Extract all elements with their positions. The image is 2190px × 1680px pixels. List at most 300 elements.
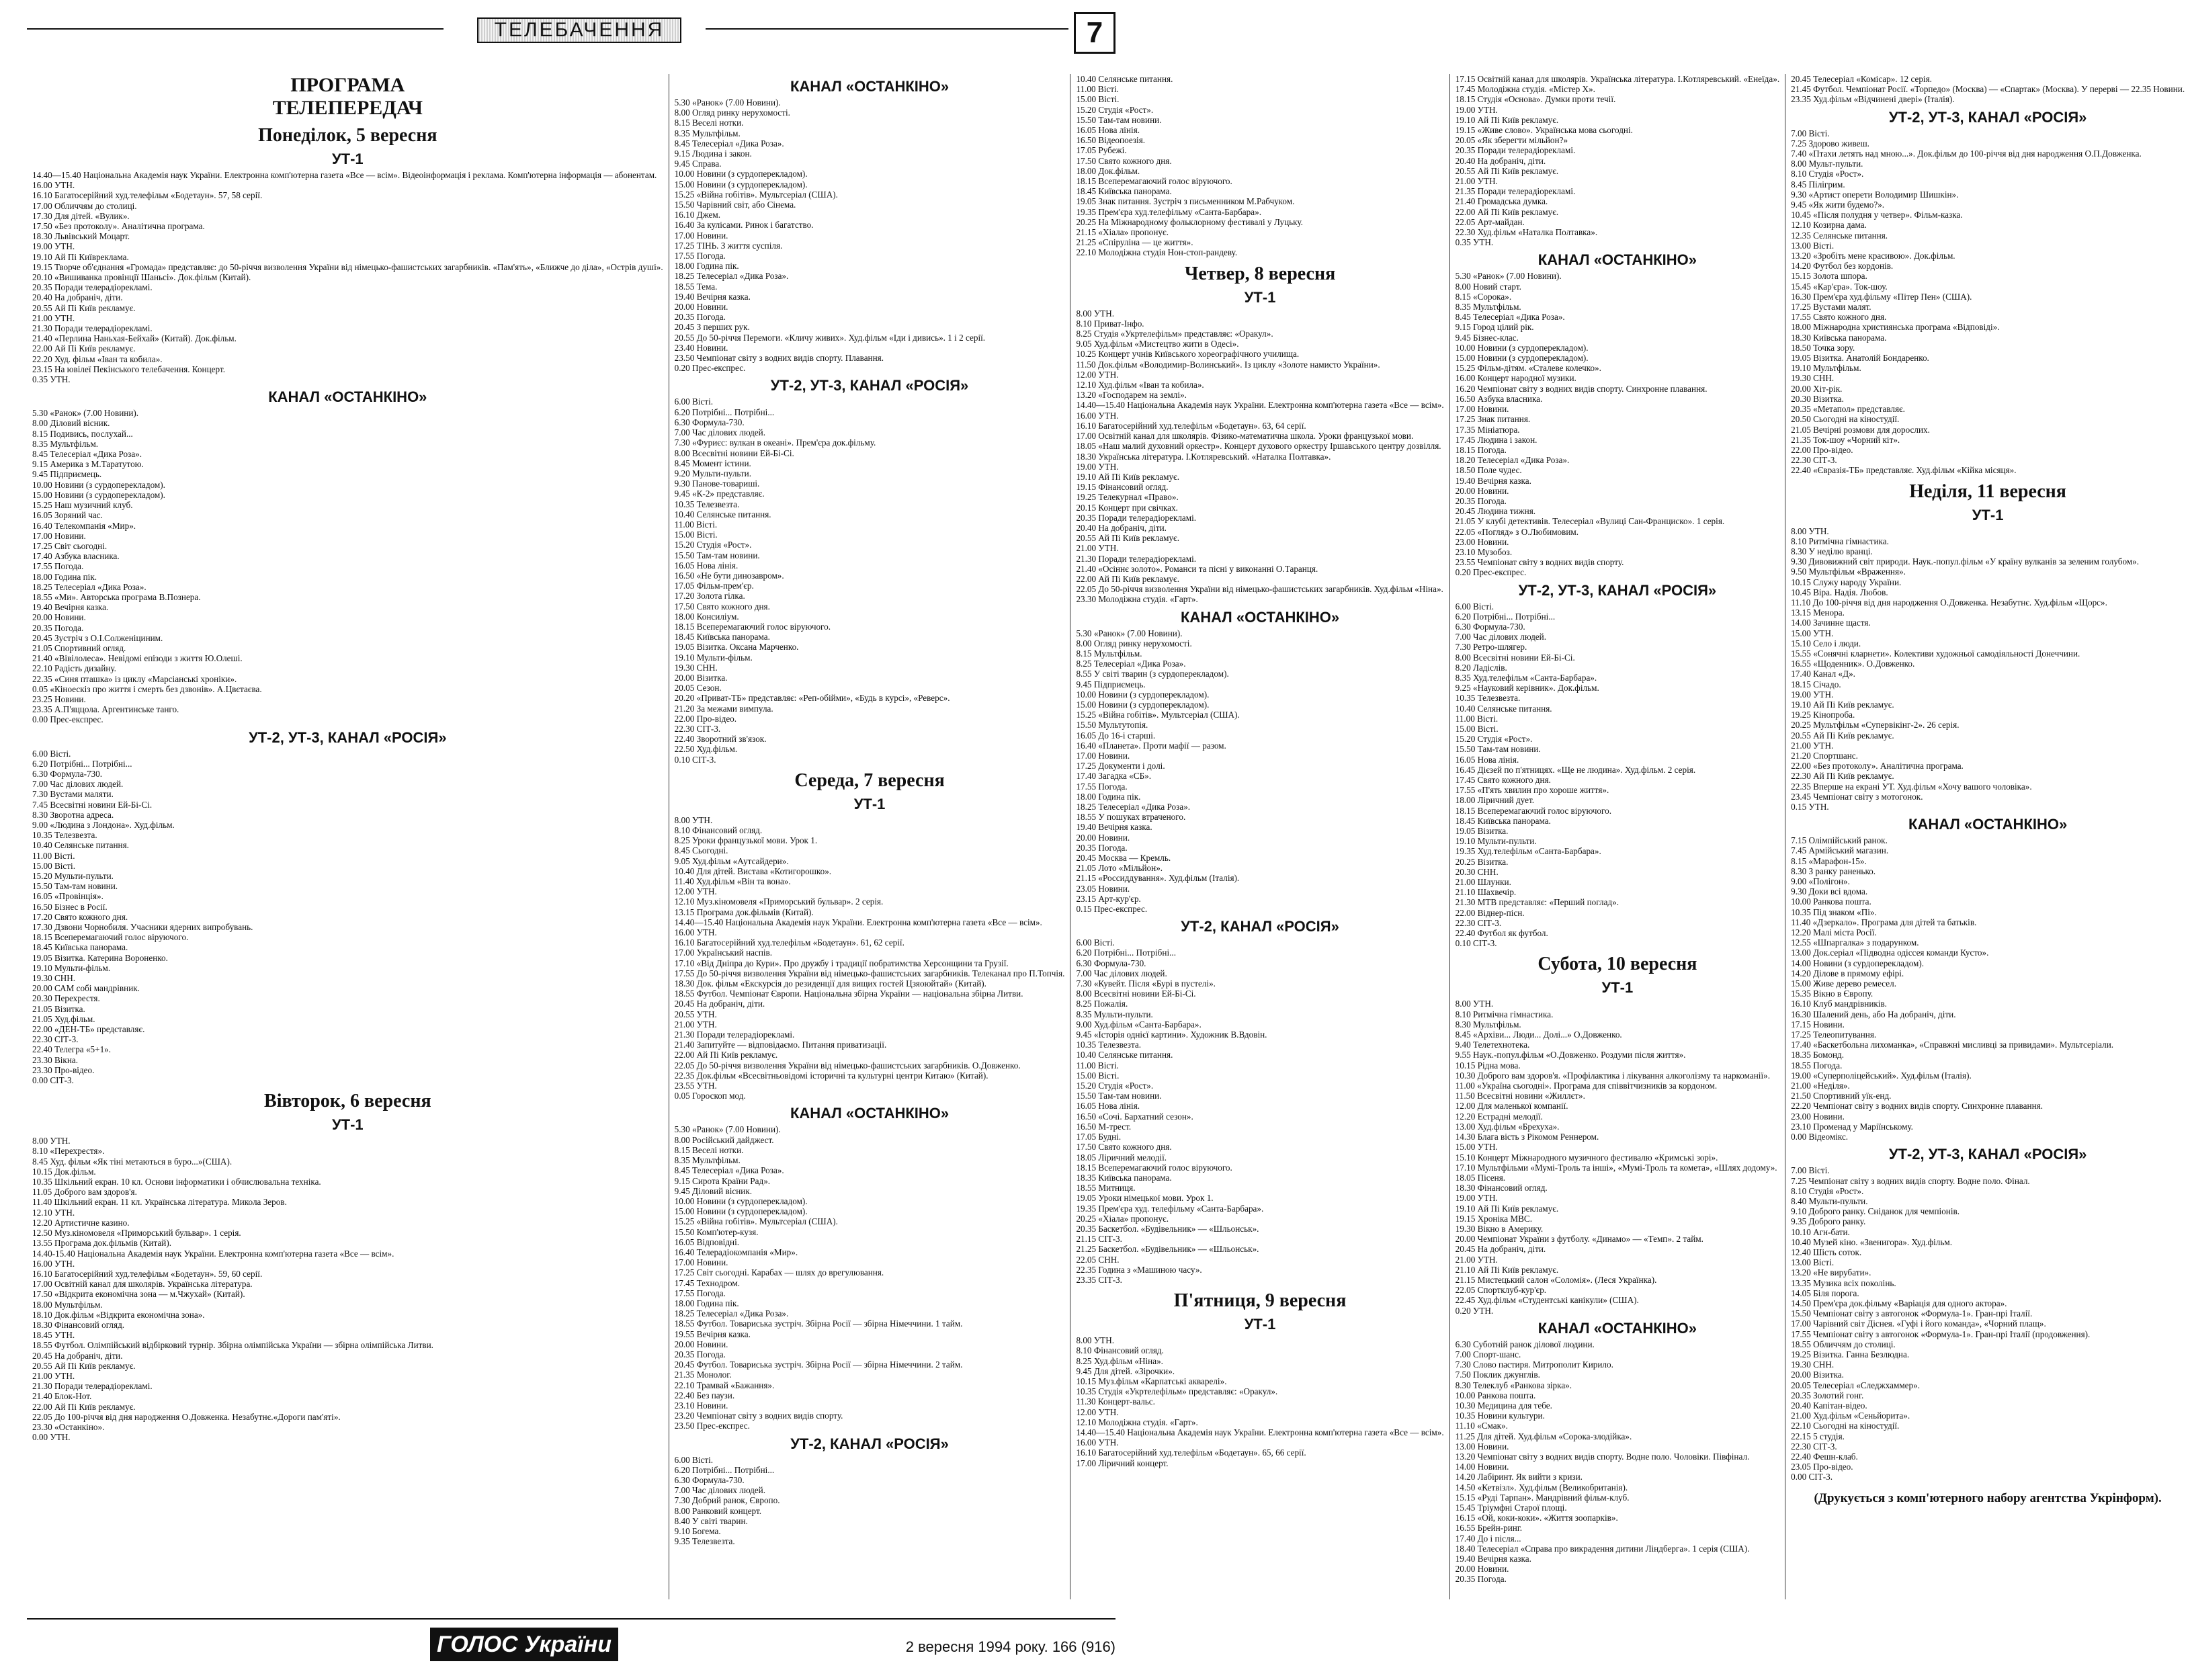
program-entry: 19.35 Худ.телефільм «Санта-Барбара». — [1455, 846, 1601, 857]
program-entry: 13.20 Чемпіонат світу з водних видів спорту. Водне поло. Чоловіки. Півфінал. — [1455, 1451, 1750, 1462]
program-entry: 10.35 Телезвезта. — [674, 499, 740, 509]
program-entry: 18.00 Ліричний дует. — [1455, 795, 1535, 806]
program-entry: 21.05 Спортивний огляд. — [32, 642, 126, 653]
program-entry: 22.30 СІТ-3. — [1791, 1441, 1837, 1452]
program-entry: 16.05 До 16-і старші. — [1076, 730, 1156, 741]
program-entry: 22.10 Радість дизайну. — [32, 663, 116, 674]
footer-rule — [27, 1618, 1115, 1620]
program-entry: 8.15 Подивись, послухай... — [32, 428, 133, 439]
program-entry: 7.30 Добрий ранок, Європо. — [674, 1495, 780, 1506]
program-entry: 6.20 Потрібні... Потрібні... — [1076, 948, 1177, 958]
program-entry: 10.30 Доброго вам здоров'я. «Профілактика і лікування алкоголізму та наркоманії». — [1455, 1070, 1771, 1081]
day-heading: Понеділок, 5 вересня — [258, 125, 437, 146]
program-entry: 16.15 «Ой, коки-коки». «Життя зоопарків». — [1455, 1513, 1618, 1523]
day-heading: Четвер, 8 вересня — [1184, 263, 1336, 284]
program-entry: 9.45 Діловий вісник. — [674, 1185, 753, 1196]
program-entry: 21.10 Ай Пі Київ рекламує. — [1455, 1264, 1559, 1275]
program-entry: 19.05 Візитка. Оксана Марченко. — [674, 642, 799, 653]
program-entry: 13.00 Худ.фільм «Брехуха». — [1455, 1121, 1560, 1132]
program-entry: 20.30 Перехрестя. — [32, 993, 100, 1004]
program-entry: 16.00 УТН. — [32, 1258, 75, 1269]
program-entry: 20.00 Новини. — [1455, 1564, 1509, 1574]
program-entry: 16.05 Нова лінія. — [674, 560, 739, 571]
program-entry: 8.20 Ладіслів. — [1455, 662, 1507, 673]
program-entry: 20.35 Погода. — [674, 1349, 726, 1359]
program-entry: 18.30 Українська література. І.Котляревський. «Наталка Полтавка». — [1076, 451, 1331, 462]
program-entry: 20.45 На добраніч, діти. — [674, 999, 765, 1009]
program-entry: 22.00 Ай Пі Київ рекламує. — [32, 1401, 136, 1412]
program-entry: 22.00 Віднер-пісн. — [1455, 907, 1525, 918]
program-entry: 19.40 Вечірня казка. — [1076, 822, 1152, 833]
program-entry: 0.00 Прес-експрес. — [32, 714, 103, 725]
program-entry: 10.10 Агн-бати. — [1791, 1226, 1850, 1237]
program-entry: 9.15 Людина і закон. — [674, 149, 752, 159]
program-entry: 19.00 УТН. — [1455, 1193, 1498, 1204]
program-entry: 10.40 Селянське питання. — [1076, 1050, 1173, 1060]
program-entry: 0.35 УТН. — [32, 374, 71, 385]
program-entry: 8.10 Студія «Рост». — [1791, 169, 1864, 179]
program-entry: 15.00 Живе дерево ремесел. — [1791, 978, 1897, 989]
program-entry: 18.00 Година пік. — [32, 571, 97, 582]
program-entry: 9.45 Для дітей. «Зірочки». — [1076, 1366, 1175, 1376]
program-entry: 18.25 Телесеріал «Дика Роза». — [32, 581, 146, 592]
program-entry: 22.35 Вперше на екрані УТ. Худ.фільм «Хочу вашого чоловіка». — [1791, 781, 2032, 792]
program-entry: 15.55 «Сонячні кларнети». Колективи художньої самодіяльності Донеччини. — [1791, 648, 2080, 659]
program-entry: 5.30 «Ранок» (7.00 Новини). — [32, 408, 139, 419]
program-entry: 18.30 Фінансовий огляд. — [32, 1319, 125, 1330]
program-entry: 7.30 «Кувейт. Після «Бурі в пустелі». — [1076, 978, 1216, 989]
program-entry: 18.50 Поле чудес. — [1455, 465, 1522, 476]
program-entry: 12.10 УТН. — [32, 1207, 75, 1218]
program-entry: 18.30 Фінансовий огляд. — [1455, 1183, 1548, 1193]
program-entry: 7.00 Час ділових людей. — [674, 427, 766, 438]
program-entry: 20.45 Зустріч з О.І.Солженіциним. — [32, 632, 163, 643]
program-entry: 13.00 Вісті. — [1791, 1257, 1835, 1268]
program-entry: 23.10 Променад у Маріїнському. — [1791, 1121, 1913, 1132]
program-entry: 6.30 Формула-730. — [674, 417, 745, 427]
program-entry: 23.40 Новини. — [674, 342, 728, 353]
program-entry: 22.40 Без паузи. — [674, 1390, 735, 1400]
program-entry: 9.35 Доброго ранку. — [1791, 1216, 1866, 1227]
program-entry: 22.00 «Без протоколу». Аналітична програма. — [1791, 761, 1964, 771]
program-entry: 20.00 Хіт-рік. — [1791, 383, 1843, 394]
program-entry: 18.30 Док. фільм «Екскурсія до резиденції для вищих гостей Цзяоюйтай» (Китай). — [674, 978, 986, 989]
program-entry: 12.20 Естрадні мелодії. — [1455, 1111, 1543, 1122]
program-entry: 10.40 Селянське питання. — [1076, 74, 1173, 84]
program-entry: 19.00 УТН. — [1455, 104, 1498, 115]
program-entry: 10.00 Новини (з сурдоперекладом). — [674, 169, 808, 179]
program-entry: 10.15 Служу народу України. — [1791, 577, 1902, 587]
program-entry: 18.55 Футбол. Чемпіонат Європи. Національна збірна України — національна збірна Литви. — [674, 989, 1023, 999]
program-entry: 15.00 Новини (з сурдоперекладом). — [1076, 699, 1210, 710]
program-entry: 15.10 Село і люди. — [1791, 638, 1861, 648]
program-entry: 17.20 Золота гілка. — [674, 591, 745, 601]
program-entry: 9.05 Худ.фільм «Мистецтво жити в Одесі». — [1076, 339, 1239, 349]
channel-heading: КАНАЛ «ОСТАНКІНО» — [1908, 816, 2068, 833]
program-entry: 23.00 Новини. — [1791, 1111, 1845, 1122]
program-entry: 10.00 Ранкова пошта. — [1791, 896, 1871, 907]
program-entry: 10.35 Телезвезта. — [1455, 693, 1521, 704]
program-entry: 11.50 Всесвітні новини «Жиллєт». — [1455, 1091, 1585, 1101]
program-entry: 0.15 УТН. — [1791, 802, 1829, 812]
program-entry: 15.50 Комп'ютер-кузя. — [674, 1226, 759, 1237]
program-entry: 0.05 «Кіноескіз про життя і смерть без дзвонів». А.Цвєтаєва. — [32, 683, 262, 694]
program-entry: 22.00 Ай Пі Київ рекламує. — [674, 1050, 778, 1060]
program-entry: 11.10 «Смак». — [1455, 1421, 1508, 1431]
program-entry: 8.35 Худ.телефільм «Санта-Барбара». — [1455, 672, 1597, 683]
program-entry: 0.20 Прес-експрес. — [674, 363, 746, 374]
program-entry: 21.05 Вечірні розмови для дорослих. — [1791, 424, 1930, 435]
program-entry: 10.35 Телезвезта. — [1076, 1040, 1142, 1050]
program-entry: 15.25 Фільм-дітям. «Сталеве колечко». — [1455, 363, 1601, 374]
program-entry: 21.00 УТН. — [1455, 176, 1498, 187]
program-entry: 19.10 Ай Пі Київреклама. — [32, 251, 129, 262]
program-entry: 8.15 Веселі нотки. — [674, 1144, 744, 1155]
program-entry: 18.40 Телесеріал «Справа про викрадення дитини Ліндберга». 1 серія (США). — [1455, 1543, 1750, 1554]
program-entry: 10.40 Селянське питання. — [1455, 703, 1552, 714]
program-entry: 20.00 Новини. — [1455, 485, 1509, 496]
program-entry: 5.30 «Ранок» (7.00 Новини). — [674, 97, 781, 108]
program-entry: 17.55 Свято кожного дня. — [1791, 312, 1887, 323]
schedule-column — [1070, 74, 1449, 1599]
program-entry: 9.10 Богема. — [674, 1526, 721, 1536]
program-entry: 9.00 «Полігон». — [1791, 876, 1850, 887]
program-entry: 15.00 УТН. — [1455, 1142, 1498, 1152]
program-entry: 7.40 «Птахи летять над мною...». Док.фільм до 100-річчя від дня народження О.П.Довженка. — [1791, 149, 2142, 159]
program-title-line: ТЕЛЕПЕРЕДАЧ — [272, 97, 423, 119]
program-entry: 18.25 Телесеріал «Дика Роза». — [674, 1308, 789, 1319]
program-entry: 9.05 Худ.фільм «Аутсайдери». — [674, 855, 789, 866]
program-entry: 22.40 «Євразія-ТБ» представляє. Худ.фільм «Кійка місяця». — [1791, 465, 2017, 476]
schedule-column — [669, 74, 1071, 1599]
program-entry: 19.40 Вечірня казка. — [1455, 475, 1531, 486]
program-entry: 22.35 «Синя пташка» із циклу «Марсіанські хроніки». — [32, 673, 237, 684]
program-entry: 8.00 Всесвітні новини Ей-Бі-Сі. — [1076, 989, 1196, 999]
program-entry: 8.40 У світі тварин. — [674, 1515, 748, 1526]
program-entry: 16.50 Бізнес в Росії. — [32, 901, 108, 912]
program-entry: 10.15 Рідна мова. — [1455, 1060, 1521, 1070]
program-entry: 0.05 Гороскоп мод. — [674, 1091, 746, 1101]
program-entry: 22.05 Арт-майдан. — [1455, 216, 1525, 227]
program-entry: 8.00 УТН. — [1076, 308, 1115, 319]
program-entry: 20.00 Візитка. — [674, 672, 728, 683]
program-entry: 8.00 Всесвітні новини Ей-Бі-Сі. — [1455, 652, 1575, 663]
program-entry: 14.05 Біля порога. — [1791, 1288, 1859, 1298]
program-entry: 14.30 Блага вість з Рікомом Реннером. — [1455, 1132, 1599, 1142]
program-entry: 20.40 На добраніч, діти. — [1076, 522, 1167, 533]
program-entry: 15.50 Там-там новини. — [1076, 1091, 1162, 1101]
program-entry: 6.20 Потрібні... Потрібні... — [674, 407, 775, 417]
program-entry: 20.00 САМ собі мандрівник. — [32, 983, 140, 994]
program-entry: 9.45 Справа. — [674, 159, 722, 169]
program-entry: 23.15 Арт-кур'єр. — [1076, 893, 1141, 904]
program-entry: 18.05 «Наш малий духовний оркестр». Концерт духового оркестру Іршавського центру дозвілля. — [1076, 441, 1441, 452]
program-entry: 22.00 «ДЕН-ТБ» представляє. — [32, 1024, 145, 1035]
program-entry: 17.55 «П'ять хвилин про хороше життя». — [1455, 785, 1609, 796]
program-entry: 15.25 «Війна гобітів». Мультсеріал (США). — [674, 1216, 838, 1227]
program-entry: 16.10 Багатосерійний худ.телефільм «Бодетаун». 57, 58 серії. — [32, 190, 263, 201]
program-entry: 16.50 «Сочі. Бархатний сезон». — [1076, 1111, 1193, 1122]
program-entry: 10.25 Концерт учнів Київського хореографічного училища. — [1076, 349, 1300, 360]
program-entry: 18.25 Телесеріал «Дика Роза». — [674, 271, 789, 282]
program-entry: 19.25 Кінопроба. — [1791, 710, 1855, 720]
program-entry: 20.35 «Метапол» представляє. — [1791, 404, 1905, 415]
program-entry: 12.40 Шість соток. — [1791, 1247, 1862, 1257]
program-entry: 18.55 Погода. — [1791, 1060, 1843, 1070]
program-entry: 0.15 Прес-експрес. — [1076, 904, 1148, 915]
program-entry: 13.00 Вісті. — [1791, 240, 1835, 251]
program-entry: 22.30 СІТ-3. — [674, 723, 721, 734]
program-entry: 20.55 Ай Пі Київ рекламує. — [1791, 730, 1894, 741]
program-entry: 14.00 Зачинне щастя. — [1791, 618, 1871, 628]
schedule-column — [1450, 74, 1785, 1599]
program-entry: 6.00 Вісті. — [32, 748, 71, 759]
program-entry: 10.30 Медицина для тебе. — [1455, 1400, 1552, 1411]
program-entry: 17.45 Людина і закон. — [1455, 434, 1538, 445]
program-entry: 20.35 Золотий гонг. — [1791, 1390, 1864, 1400]
program-entry: 18.05 Ліричний мелодії. — [1076, 1152, 1167, 1163]
program-entry: 8.15 Мультфільм. — [1076, 648, 1142, 659]
program-entry: 17.50 Свято кожного дня. — [1076, 155, 1172, 166]
program-entry: 8.45 Пілігрим. — [1791, 179, 1845, 190]
program-entry: 11.10 До 100-річчя від дня народження О.Довженка. Незабутнє. Худ.фільм «Щорс». — [1791, 597, 2107, 607]
program-entry: 18.10 Док.фільм «Відкрита економічна зона». — [32, 1309, 205, 1320]
program-entry: 15.20 Студія «Рост». — [674, 540, 752, 550]
program-entry: 19.25 Телекурнал «Право». — [1076, 492, 1179, 503]
program-entry: 18.45 Київська панорама. — [1076, 186, 1172, 197]
program-entry: 22.30 СІТ-3. — [32, 1034, 79, 1045]
program-title-line: ПРОГРАМА — [290, 74, 405, 96]
channel-heading: УТ-2, УТ-3, КАНАЛ «РОСІЯ» — [770, 377, 969, 394]
program-entry: 16.45 Дієзей по п'ятницях. «Ще не людина». Худ.фільм. 2 серія. — [1455, 764, 1696, 775]
program-entry: 0.00 УТН. — [32, 1432, 71, 1443]
program-entry: 19.30 СНН. — [1791, 1359, 1835, 1370]
program-entry: 6.30 Формула-730. — [1455, 621, 1525, 632]
program-entry: 23.05 Про-відео. — [1791, 1462, 1853, 1472]
program-entry: 21.30 Поради телерадіорекламі. — [674, 1030, 795, 1040]
program-entry: 8.15 «Сорока». — [1455, 291, 1512, 302]
program-entry: 20.45 Телесеріал «Комісар». 12 серія. — [1791, 74, 1932, 84]
program-entry: 18.00 Година пік. — [1076, 791, 1141, 802]
schedule-column — [1785, 74, 2190, 1599]
program-entry: 7.00 Час ділових людей. — [1076, 968, 1167, 978]
program-entry: 11.00 Вісті. — [32, 850, 75, 861]
program-entry: 20.30 Візитка. — [1791, 393, 1844, 404]
program-entry: 16.50 «Не бути динозавром». — [674, 570, 784, 581]
program-entry: 21.05 Візитка. — [32, 1003, 85, 1014]
program-entry: 19.00 «Суперполіцейський». Худ.фільм (Італія). — [1791, 1070, 1972, 1081]
program-entry: 20.40 Капітан-відео. — [1791, 1400, 1867, 1411]
program-entry: 21.35 Поради телерадіорекламі. — [1455, 186, 1576, 197]
day-heading: Середа, 7 вересня — [794, 769, 945, 791]
program-entry: 8.00 УТН. — [32, 1136, 71, 1146]
program-entry: 6.00 Вісті. — [674, 396, 714, 407]
program-entry: 0.35 УТН. — [1455, 237, 1494, 248]
program-entry: 18.00 Док.фільм. — [1076, 165, 1140, 176]
program-entry: 20.35 Поради телерадіорекламі. — [1455, 145, 1576, 156]
channel-heading: УТ-1 — [331, 1116, 364, 1134]
program-entry: 16.05 Нова лінія. — [1455, 754, 1519, 765]
program-entry: 14.40—15.40 Національна Академія наук України. Електронна комп'ютерна газета «Все — всім». Відеоінформація і реклама. Комп'ютерна інформація — абонентам. — [32, 170, 657, 180]
program-entry: 15.00 Вісті. — [674, 530, 718, 540]
program-entry: 15.25 Наш музичний клуб. — [32, 500, 133, 511]
program-entry: 15.20 Студія «Рост». — [1076, 1081, 1154, 1091]
program-entry: 16.40 Телекомпанія «Мир». — [32, 520, 136, 531]
program-entry: 22.05 СНН. — [1076, 1254, 1120, 1265]
program-entry: 17.55 Погода. — [674, 1288, 726, 1298]
program-entry: 8.35 Мультфільм. — [32, 438, 99, 449]
program-entry: 15.00 Вісті. — [1076, 1070, 1120, 1081]
program-entry: 16.10 Багатосерійний худ.телефільм «Бодетаун». 63, 64 серії. — [1076, 420, 1306, 431]
program-entry: 17.25 Знак питання. — [1455, 414, 1531, 425]
program-entry: 8.35 Мультфільм. — [674, 1155, 741, 1166]
program-entry: 23.20 Чемпіонат світу з водних видів спорту. — [674, 1411, 843, 1421]
program-entry: 15.10 Концерт Міжнародного музичного фестивалю «Кримські зорі». — [1455, 1152, 1718, 1163]
program-entry: 14.00 Новини. — [1455, 1462, 1509, 1472]
program-entry: 12.50 Муз.кіномовеля «Приморський бульвар». 1 серія. — [32, 1228, 241, 1238]
program-entry: 12.10 Молодіжна студія. «Гарт». — [1076, 1417, 1198, 1427]
program-entry: 7.30 Вустами маляти. — [32, 789, 114, 800]
program-entry: 7.30 Ретро-шлягер. — [1455, 642, 1527, 653]
program-entry: 14.40—15.40 Національна Академія наук України. Електронна комп'ютерна газета «Все — всім». — [1076, 400, 1444, 411]
program-entry: 11.25 Для дітей. Худ.фільм «Сорока-злодійка». — [1455, 1431, 1632, 1441]
program-entry: 20.05 «Як зберегти мільйон?» — [1455, 135, 1568, 146]
program-entry: 17.15 Освітній канал для школярів. Українська література. І.Котляревський. «Енеїда». — [1455, 74, 1780, 84]
program-entry: 16.10 Джем. — [674, 210, 721, 220]
program-entry: 8.35 Мультфільм. — [1455, 302, 1521, 312]
program-entry: 9.30 «Артист оперети Володимир Шишкін». — [1791, 189, 1959, 200]
channel-heading: УТ-2, КАНАЛ «РОСІЯ» — [790, 1435, 949, 1452]
program-entry: 19.30 СНН. — [32, 973, 76, 984]
program-entry: 21.35 Ток-шоу «Чорний кіт». — [1791, 434, 1900, 445]
program-entry: 15.15 Золота шпора. — [1791, 271, 1867, 282]
program-entry: 21.40 «Вівілолеса». Невідомі епізоди з життя Ю.Олеші. — [32, 653, 243, 664]
program-entry: 12.00 УТН. — [1076, 1406, 1119, 1417]
program-entry: 17.00 Ліричний концерт. — [1076, 1458, 1169, 1468]
program-entry: 22.05 До 50-річчя визволення України від німецько-фашистських загарбників. О.Довженко. — [674, 1060, 1021, 1070]
program-entry: 15.00 Новини (з сурдоперекладом). — [32, 489, 165, 500]
program-entry: 23.35 А.П'яццола. Аргентинське танго. — [32, 704, 179, 715]
program-entry: 11.00 Вісті. — [674, 519, 718, 530]
channel-heading: УТ-1 — [1972, 506, 2004, 523]
program-entry: 21.40 «Перлина Наньхая-Бейхай» (Китай). Док.фільм. — [32, 333, 237, 344]
channel-heading: КАНАЛ «ОСТАНКІНО» — [1538, 251, 1697, 269]
program-entry: 11.00 «Україна сьогодні». Програма для співвітчизників за кордоном. — [1455, 1081, 1718, 1091]
program-entry: 12.00 УТН. — [674, 886, 717, 897]
program-entry: 18.15 Всеперемагаючий голос віруючого. — [32, 932, 189, 943]
program-entry: 21.00 УТН. — [1076, 543, 1119, 554]
program-entry: 20.25 «Хіала» пропонує. — [1076, 1213, 1169, 1224]
program-entry: 8.00 Огляд ринку нерухомості. — [674, 108, 790, 118]
program-entry: 8.00 Російський дайджест. — [674, 1134, 774, 1145]
program-entry: 13.00 Док.серіал «Підводна одіссея команди Кусто». — [1791, 948, 1989, 958]
program-entry: 17.40 «Баскетбольна лихоманка», «Справжні мисливці за привидами». Мультсеріали. — [1791, 1040, 2114, 1050]
channel-heading: КАНАЛ «ОСТАНКІНО» — [268, 388, 427, 406]
program-entry: 20.25 На Міжнародному фольклорному фестивалі у Луцьку. — [1076, 216, 1303, 227]
program-entry: 10.40 Для дітей. Вистава «Котигорошко». — [674, 866, 832, 876]
program-entry: 16.50 М-трест. — [1076, 1121, 1132, 1132]
program-entry: 15.25 «Війна гобітів». Мультсеріал (США). — [1076, 710, 1240, 720]
program-entry: 20.35 Погода. — [1455, 495, 1507, 506]
program-entry: 13.15 Менора. — [1791, 607, 1845, 618]
program-entry: 23.10 Новини. — [674, 1400, 728, 1411]
program-entry: 8.35 Мульти-пульти. — [1076, 1009, 1153, 1019]
program-entry: 20.55 Ай Пі Київ рекламує. — [1076, 533, 1179, 544]
program-entry: 18.15 Всеперемагаючий голос віруючого. — [1076, 1162, 1232, 1173]
program-entry: 18.15 Січадо. — [1791, 679, 1841, 689]
channel-heading: УТ-1 — [1244, 288, 1276, 306]
program-entry: 15.15 «Руді Тарпан». Мандрівний фільм-клуб. — [1455, 1492, 1630, 1503]
program-entry: 18.55 «Ми». Авторська програма В.Познера. — [32, 591, 201, 602]
program-entry: 6.00 Вісті. — [1076, 937, 1115, 948]
program-entry: 0.00 СІТ-3. — [1791, 1472, 1833, 1482]
program-entry: 10.15 Док.фільм. — [32, 1166, 96, 1177]
newspaper-logo: ГОЛОС України — [430, 1628, 618, 1661]
program-entry: 16.00 УТН. — [1076, 410, 1119, 421]
program-entry: 8.25 Худ.фільм «Ніна». — [1076, 1355, 1163, 1366]
program-entry: 17.55 Погода. — [1076, 781, 1128, 792]
program-entry: 21.30 Поради телерадіорекламі. — [32, 323, 153, 334]
program-entry: 18.00 Мультфільм. — [32, 1299, 103, 1310]
program-entry: 20.55 УТН. — [674, 1009, 717, 1019]
program-entry: 22.00 Ай Пі Київ рекламує. — [1076, 573, 1179, 584]
program-entry: 20.05 Сезон. — [674, 683, 722, 694]
program-entry: 21.40 Громадська думка. — [1455, 196, 1548, 207]
program-entry: 18.55 Тема. — [674, 281, 718, 292]
program-entry: 12.55 «Шпаргалка» з подарунком. — [1791, 937, 1919, 948]
program-entry: 22.05 До 100-річчя від дня народження О.Довженка. Незабутнє.«Дороги пам'яті». — [32, 1411, 341, 1422]
program-entry: 10.00 Новини (з сурдоперекладом). — [674, 1195, 808, 1206]
program-entry: 9.30 Панове-товариші. — [674, 478, 760, 489]
program-entry: 21.30 МТВ представляє: «Перший поглад». — [1455, 897, 1619, 908]
program-entry: 21.40 Блок-Нот. — [32, 1391, 92, 1402]
program-entry: 21.15 «Хіала» пропонує. — [1076, 227, 1169, 238]
program-entry: 12.00 Для маленької компанії. — [1455, 1101, 1568, 1111]
program-entry: 19.25 Візитка. Ганна Безлюдна. — [1791, 1349, 1910, 1359]
program-entry: 17.45 Свято кожного дня. — [1455, 775, 1551, 785]
program-entry: 19.40 Вечірня казка. — [674, 291, 751, 302]
program-entry: 8.45 Телесеріал «Дика Роза». — [674, 138, 784, 149]
program-entry: 21.00 УТН. — [1791, 740, 1834, 751]
program-entry: 15.00 Новини (з сурдоперекладом). — [674, 179, 808, 190]
program-entry: 10.40 Селянське питання. — [32, 840, 129, 851]
program-entry: 20.10 «Вишиванка провінції Шаньсі». Док.фільм (Китай). — [32, 272, 251, 283]
program-entry: 23.55 УТН. — [674, 1081, 717, 1091]
program-entry: 20.20 «Приват-ТБ» представляє: «Реп-обійми», «Будь в курсі», «Реверс». — [674, 693, 950, 704]
program-entry: 15.00 УТН. — [1791, 628, 1834, 638]
program-entry: 8.30 У неділю вранці. — [1791, 546, 1873, 556]
program-entry: 7.00 Час ділових людей. — [674, 1485, 766, 1496]
program-entry: 17.00 Новини. — [1455, 404, 1509, 415]
program-entry: 17.25 Телеопитування. — [1791, 1030, 1877, 1040]
program-entry: 17.50 «Відкрита економічна зона — м.Чжухай» (Китай). — [32, 1289, 245, 1300]
program-entry: 22.05 «Погляд» з О.Любимовим. — [1455, 526, 1579, 537]
channel-heading: УТ-2, КАНАЛ «РОСІЯ» — [1181, 918, 1339, 935]
day-heading: Неділя, 11 вересня — [1909, 480, 2066, 502]
program-entry: 14.00 Новини (з сурдоперекладом). — [1791, 958, 1925, 968]
program-entry: 19.10 Ай Пі Київ рекламує. — [1455, 1203, 1559, 1214]
program-entry: 11.00 Вісті. — [1076, 1060, 1119, 1070]
program-entry: 21.05 Худ.фільм. — [32, 1013, 95, 1024]
program-entry: 17.40 Азбука власника. — [32, 551, 120, 562]
program-entry: 19.05 Уроки німецької мови. Урок 1. — [1076, 1193, 1214, 1204]
program-entry: 18.15 Студія «Основа». Думки проти течії. — [1455, 94, 1616, 105]
program-entry: 16.40 Телерадіокомпанія «Мир». — [674, 1247, 798, 1257]
tv-schedule — [27, 74, 2185, 1599]
program-entry: 17.25 Світ сьогодні. Карабах — шлях до врегулювання. — [674, 1267, 884, 1278]
program-entry: 17.05 Фільм-прем'єр. — [674, 581, 754, 591]
program-entry: 23.55 Чемпіонат світу з водних видів спорту. — [1455, 557, 1624, 568]
